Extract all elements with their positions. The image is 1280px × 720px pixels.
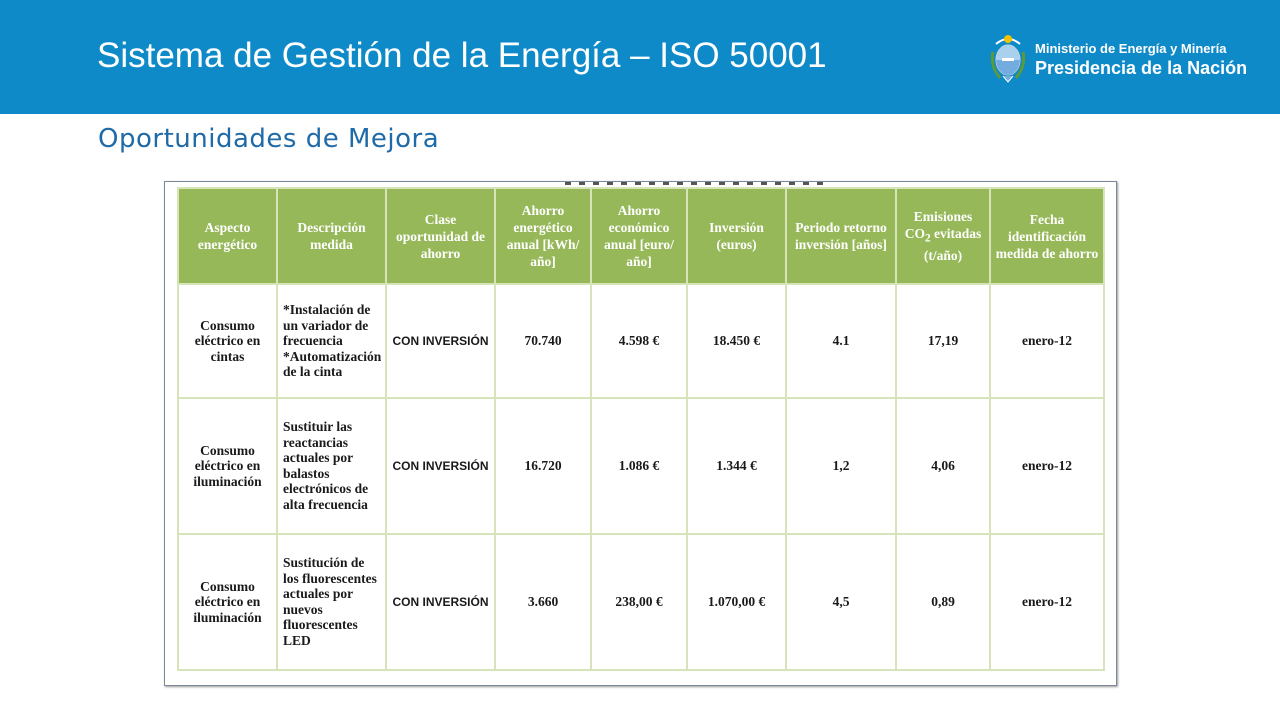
cell-fecha: enero-12 [991, 535, 1103, 669]
table-row [179, 535, 1103, 669]
col-header-fecha: Fecha identificación medida de ahorro [991, 189, 1103, 283]
col-header-descripcion: Descripción medida [278, 189, 385, 283]
co2-subscript: 2 [925, 232, 931, 245]
cell-inversion: 18.450 € [688, 285, 785, 397]
cell-ahorro-energetico: 16.720 [496, 399, 590, 533]
cell-ahorro-economico: 1.086 € [592, 399, 686, 533]
col-header-inversion: Inversión (euros) [688, 189, 785, 283]
header-bar [0, 0, 1280, 114]
col-header-emisiones [897, 189, 989, 283]
col-header-ahorro-economico: Ahorro económico anual [euro/ año] [592, 189, 686, 283]
cell-descripcion: *Instalación de un variador de frecuencia *Automatización de la cinta [278, 285, 385, 397]
cell-ahorro-energetico: 3.660 [496, 535, 590, 669]
table-row [179, 285, 1103, 397]
argentina-coat-of-arms-icon [988, 30, 1028, 84]
cell-clase: CON INVERSIÓN [387, 285, 494, 397]
cell-emisiones: 0,89 [897, 535, 989, 669]
cell-aspecto: Consumo eléctrico en iluminación [179, 399, 276, 533]
cell-aspecto: Consumo eléctrico en cintas [179, 285, 276, 397]
col-header-clase: Clase oportunidad de ahorro [387, 189, 494, 283]
cell-descripcion: Sustitución de los fluorescentes actuales por nuevos fluorescentes LED [278, 535, 385, 669]
ministry-logo [988, 30, 1268, 86]
cell-clase: CON INVERSIÓN [387, 399, 494, 533]
cell-ahorro-economico: 238,00 € [592, 535, 686, 669]
col-header-ahorro-energetico: Ahorro energético anual [kWh/ año] [496, 189, 590, 283]
logo-presidency-text: Presidencia de la Nación [1035, 58, 1248, 78]
cell-descripcion: Sustituir las reactancias actuales por balastos electrónicos de alta frecuencia [278, 399, 385, 533]
cell-clase: CON INVERSIÓN [387, 535, 494, 669]
cell-periodo: 4,5 [787, 535, 895, 669]
page-title: Sistema de Gestión de la Energía – ISO 50001 [97, 36, 827, 75]
col-header-aspecto: Aspecto energético [179, 189, 276, 283]
cell-ahorro-energetico: 70.740 [496, 285, 590, 397]
table-header-row [179, 189, 1103, 283]
table-row [179, 399, 1103, 533]
cell-periodo: 4.1 [787, 285, 895, 397]
cell-fecha: enero-12 [991, 399, 1103, 533]
cell-inversion: 1.344 € [688, 399, 785, 533]
cropped-caption-marks [565, 182, 825, 185]
co2-suffix: evitadas (t/año) [923, 225, 982, 264]
cell-emisiones: 4,06 [897, 399, 989, 533]
col-header-periodo: Periodo retorno inversión [años] [787, 189, 895, 283]
logo-ministry-text: Ministerio de Energía y Minería [1035, 41, 1227, 56]
cell-aspecto: Consumo eléctrico en iluminación [179, 535, 276, 669]
cell-fecha: enero-12 [991, 285, 1103, 397]
co2-label: Emisiones CO [904, 208, 973, 241]
cell-inversion: 1.070,00 € [688, 535, 785, 669]
section-subtitle: Oportunidades de Mejora [98, 124, 440, 154]
table-image-frame [164, 181, 1117, 686]
cell-periodo: 1,2 [787, 399, 895, 533]
cell-emisiones: 17,19 [897, 285, 989, 397]
cell-ahorro-economico: 4.598 € [592, 285, 686, 397]
improvement-opportunities-table [177, 187, 1105, 671]
